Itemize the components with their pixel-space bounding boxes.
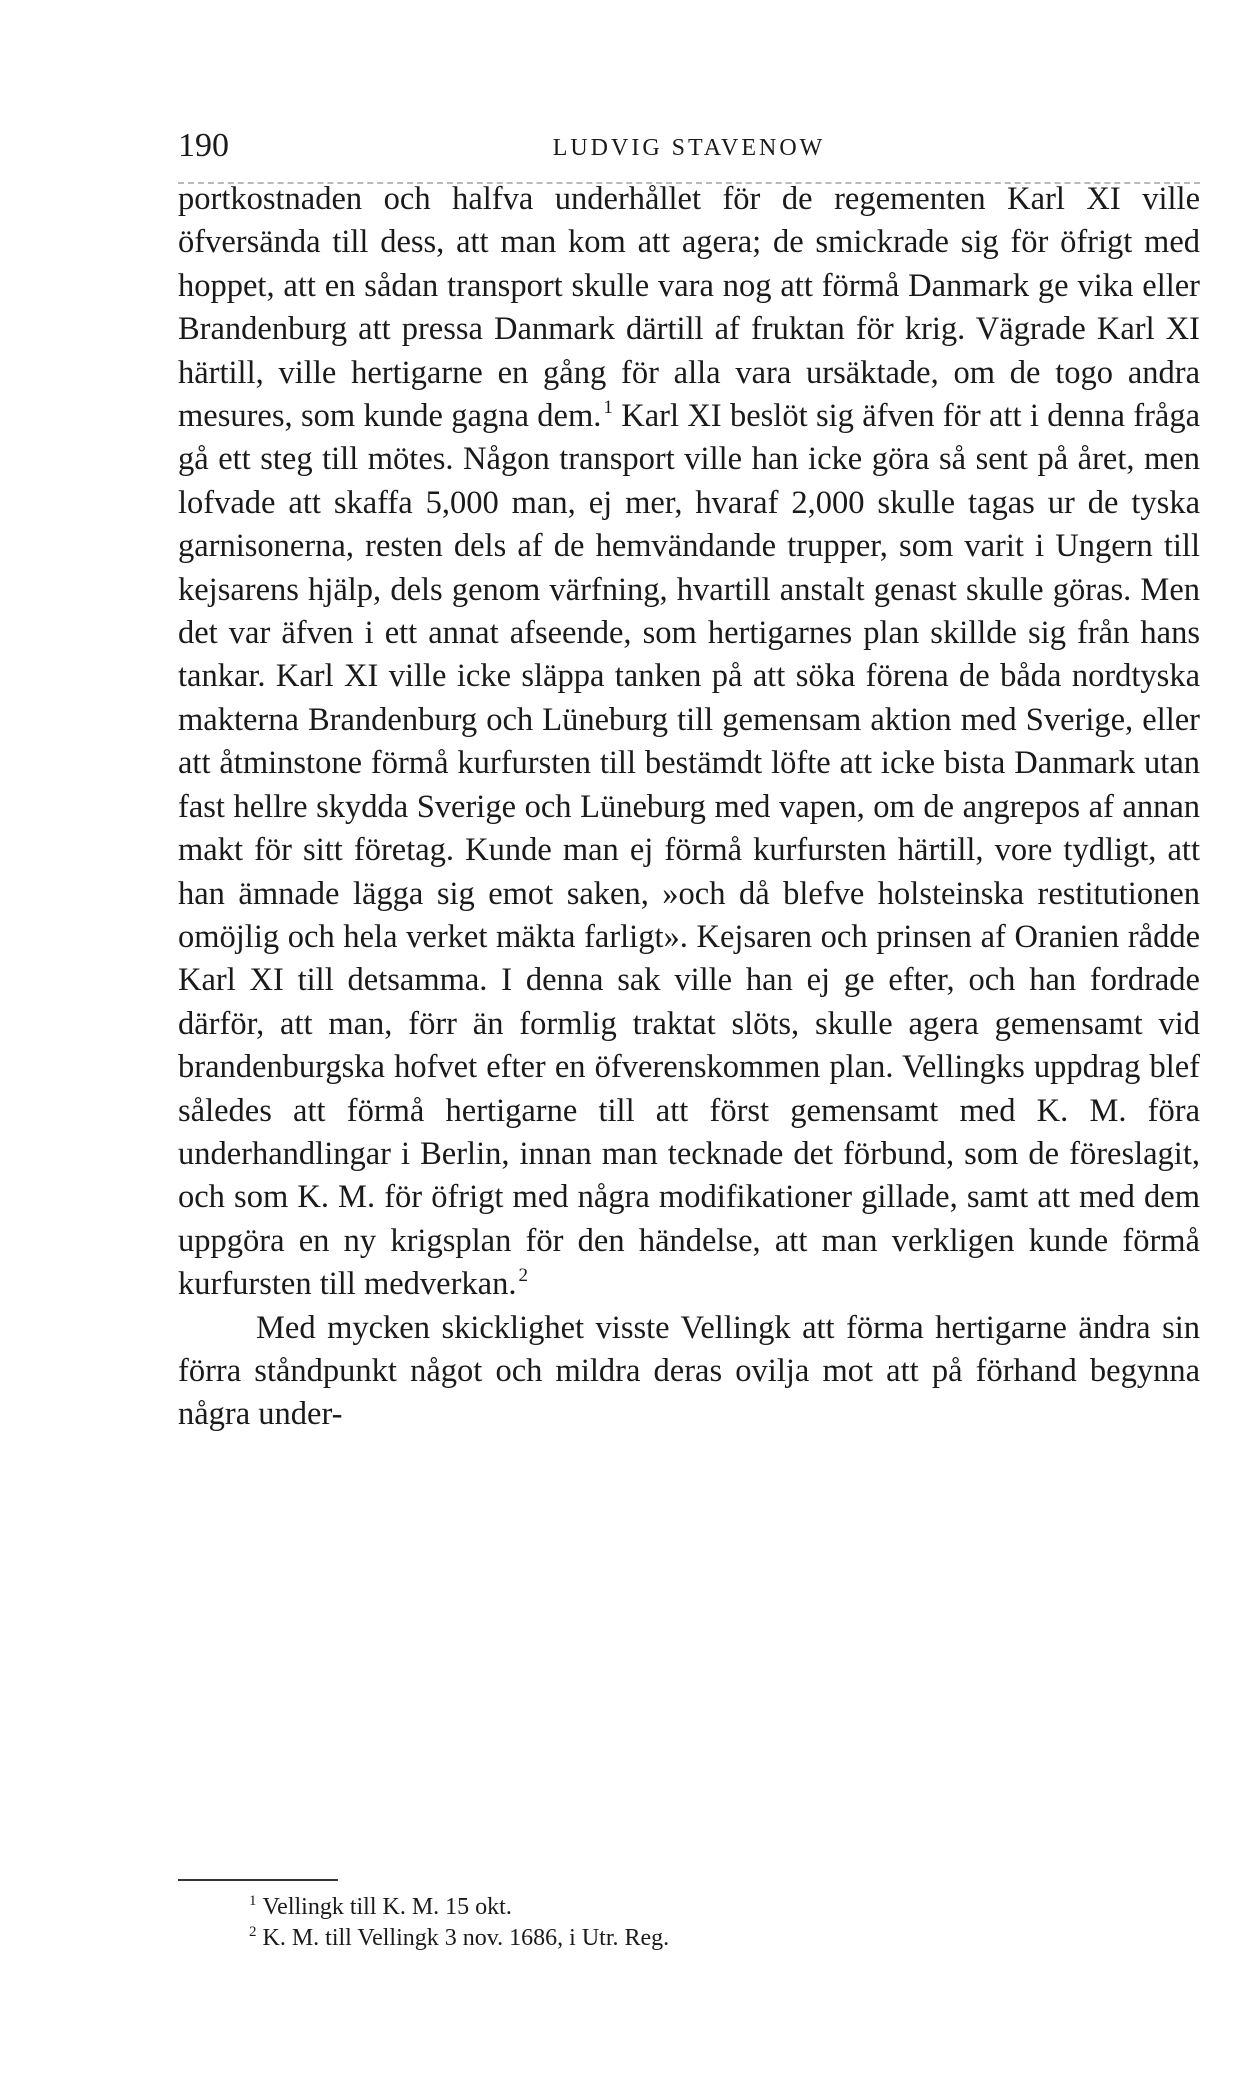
paragraph xyxy=(178,178,1200,1307)
paragraph-text: Karl XI beslöt sig äfven för att i denna fråga gå ett steg till mötes. Någon transport ville han icke göra så sent på året, men lofvade att skaffa 5,000 man, ej mer, hvaraf 2,000 skulle tagas ur de tyska garnisonerna, resten dels af de hemvändande trupper, som varit i Ungern till kejsarens hjälp, dels genom värfning, hvartill anstalt genast skulle göras. Men det var äfven i ett annat afseende, som hertigarnes plan skillde sig från hans tankar. Karl XI ville icke släppa tanken på att söka förena de båda nordtyska makterna Brandenburg och Lüneburg till gemensam aktion med Sverige, eller att åtminstone förmå kurfursten till bestämdt löfte att icke bista Danmark utan fast hellre skydda Sverige och Lüneburg med vapen, om de angrepos af annan makt för sitt företag. Kunde man ej förmå kurfursten härtill, vore tydligt, att han ämnade lägga sig emot saken, »och då blefve holsteinska restitutionen omöjlig och hela verket mäkta farligt». Kejsaren och prinsen af Oranien rådde Karl XI till detsamma. I denna sak ville han ej ge efter, och han fordrade därför, att man, förr än formlig traktat slöts, skulle agera gemensamt vid brandenburgska hofvet efter en öfverenskommen plan. Vellingks uppdrag blef således att förmå hertigarne till att först gemensamt med K. M. föra underhandlingar i Berlin, innan man tecknade det förbund, som de föreslagit, och som K. M. för öfrigt med några modifikationer gillade, samt att med dem uppgöra en ny krigsplan för den händelse, att man verkligen kunde förmå kurfursten till medverkan. xyxy=(178,398,1201,1303)
paragraph-text: portkostnaden och halfva underhållet för de regementen Karl XI ville öfversända till dess, att man kom att agera; de smickrade sig för öfrigt med hoppet, att en sådan transport skulle vara nog att förmå Danmark ge vika eller Brandenburg att pressa Danmark därtill af fruktan för krig. Vägrade Karl XI härtill, ville hertigarne en gång för alla vara ursäktade, om de togo andra mesures, som kunde gagna dem. xyxy=(178,181,1200,435)
page-number: 190 xyxy=(178,127,229,164)
paragraph-text: Med mycken skicklighet visste Vellingk att förma hertigarne ändra sin förra ståndpunkt något och mildra deras ovilja mot att på förhand begynna några under- xyxy=(178,1309,1200,1433)
footnote-ref: 2 xyxy=(518,1265,528,1287)
footnote-text: K. M. till Vellingk 3 nov. 1686, i Utr. Reg. xyxy=(262,1925,670,1951)
footnote-text: Vellingk till K. M. 15 okt. xyxy=(262,1894,512,1920)
paragraph xyxy=(178,1307,1200,1437)
footnote-marker: 2 xyxy=(249,1924,257,1940)
running-head xyxy=(178,126,1200,166)
running-title: LUDVIG STAVENOW xyxy=(552,135,826,161)
footnotes xyxy=(249,1892,1149,1954)
footnote-marker: 1 xyxy=(249,1893,257,1909)
body-text xyxy=(178,178,1200,1437)
footnote-rule xyxy=(178,1879,338,1881)
footnote-ref: 1 xyxy=(603,397,613,419)
footnote xyxy=(249,1923,1149,1954)
footnote xyxy=(249,1892,1149,1923)
